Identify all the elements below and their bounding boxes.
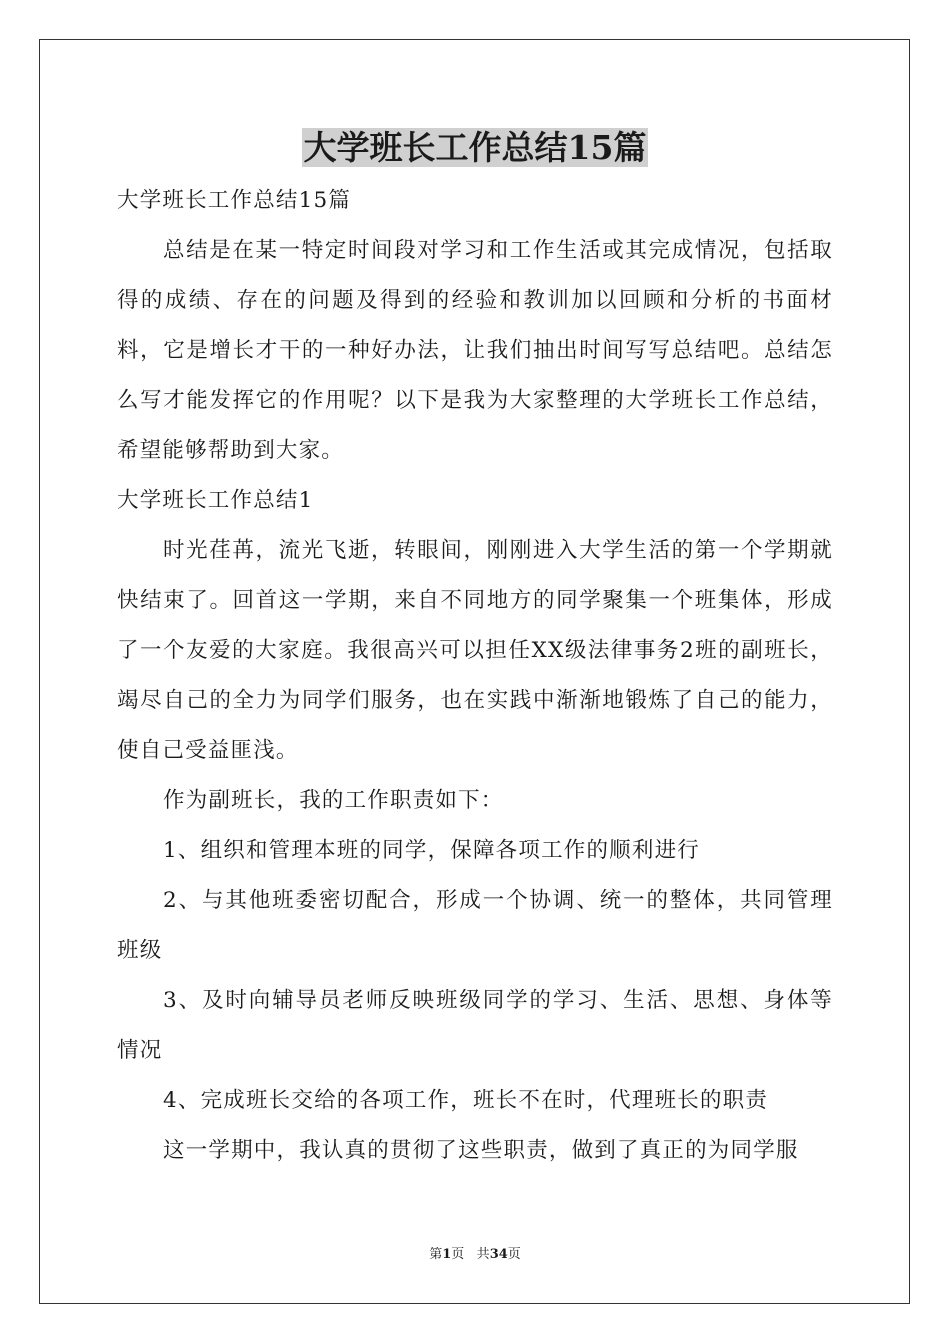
total-pages: 34 (489, 1247, 508, 1262)
duty-item-4: 4、完成班长交给的各项工作，班长不在时，代理班长的职责 (163, 1088, 769, 1113)
page-footer (0, 1246, 950, 1264)
intro-paragraph: 总结是在某一特定时间段对学习和工作生活或其完成情况，包括取得的成绩、存在的问题及得到的经验和教训加以回顾和分析的书面材料，它是增长才干的一种好办法，让我们抽出时间写写总结吧。总结怎么写才能发挥它的作用呢？以下是我为大家整理的大学班长工作总结，希望能够帮助到大家。 (117, 238, 833, 463)
body-paragraph-2: 这一学期中，我认真的贯彻了这些职责，做到了真正的为同学服 (163, 1138, 799, 1163)
document-title (0, 126, 950, 170)
body-paragraph-1: 时光荏苒，流光飞逝，转眼间，刚刚进入大学生活的第一个学期就快结束了。回首这一学期，来自不同地方的同学聚集一个班集体，形成了一个友爱的大家庭。我很高兴可以担任XX级法律事务2班的副班长，竭尽自己的全力为同学们服务，也在实践中渐渐地锻炼了自己的能力，使自己受益匪浅。 (117, 538, 833, 763)
page-number: 1 (442, 1247, 452, 1262)
total-suffix: 页 (507, 1247, 521, 1262)
page-suffix: 页 (451, 1247, 465, 1262)
document-body (117, 176, 833, 1176)
page-prefix: 第 (429, 1247, 443, 1262)
total-prefix: 共 (476, 1247, 490, 1262)
subtitle-line: 大学班长工作总结15篇 (117, 188, 352, 213)
document-title-text: 大学班长工作总结15篇 (303, 128, 647, 167)
duties-intro: 作为副班长，我的工作职责如下： (163, 788, 504, 813)
section-heading: 大学班长工作总结1 (117, 488, 314, 513)
duty-item-3: 3、及时向辅导员老师反映班级同学的学习、生活、思想、身体等情况 (117, 988, 833, 1063)
duty-item-2: 2、与其他班委密切配合，形成一个协调、统一的整体，共同管理班级 (117, 888, 833, 963)
duty-item-1: 1、组织和管理本班的同学，保障各项工作的顺利进行 (163, 838, 700, 863)
